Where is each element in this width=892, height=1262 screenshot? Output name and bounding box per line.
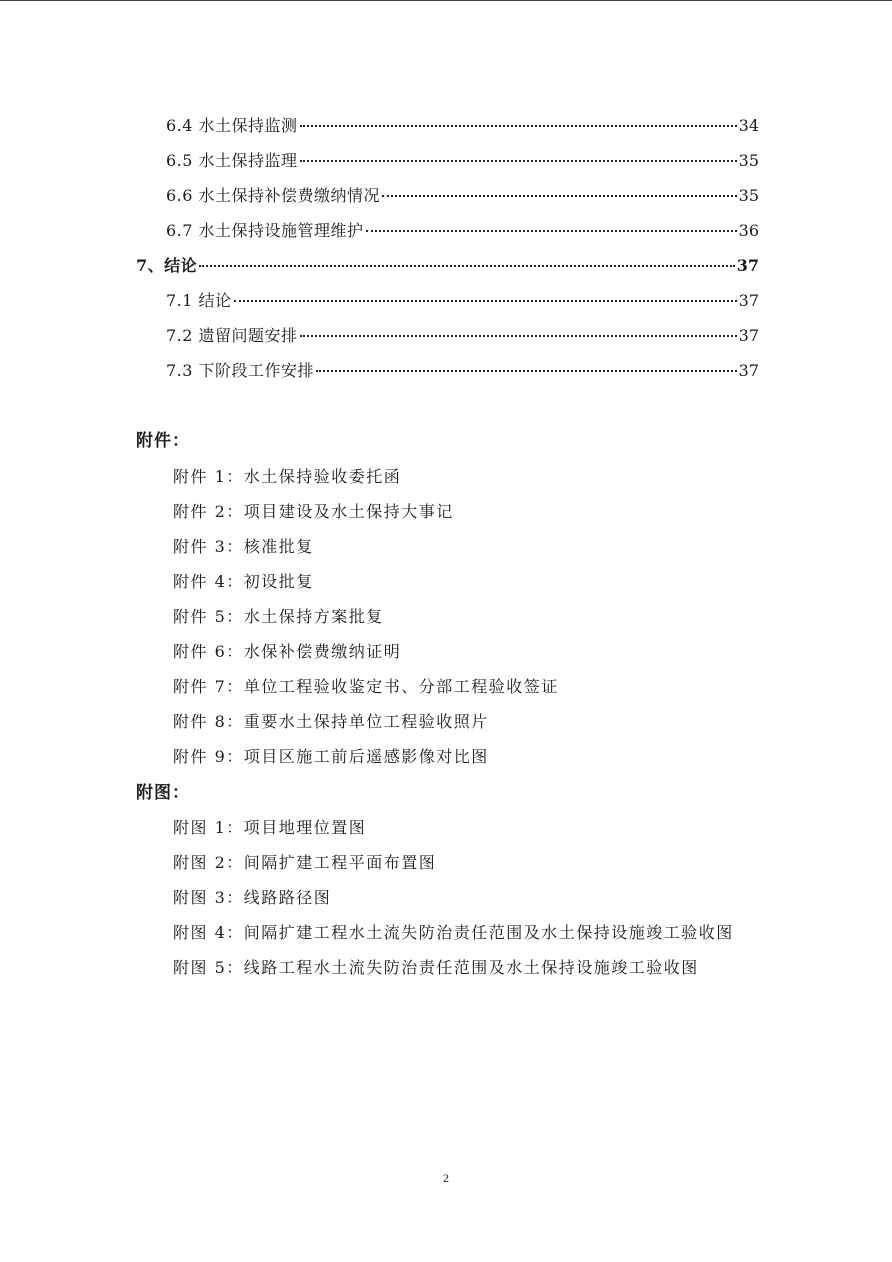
- toc-dot-leader: [316, 370, 737, 372]
- attachment-item: 附件 1：水土保持验收委托函: [173, 467, 402, 486]
- attachment-item: 附件 6：水保补偿费缴纳证明: [173, 642, 402, 661]
- toc-entry-label: 7.3 下阶段工作安排: [166, 361, 315, 380]
- toc-dot-leader: [382, 195, 737, 197]
- attachment-item: 附件 7：单位工程验收鉴定书、分部工程验收签证: [173, 677, 559, 696]
- toc-entry-label: 7、结论: [136, 256, 198, 275]
- toc-entry-6-6[interactable]: [166, 184, 759, 208]
- figure-item: 附图 3：线路路径图: [173, 888, 332, 907]
- toc-entry-7-1[interactable]: [166, 289, 759, 313]
- page-top-border: [0, 0, 892, 1]
- toc-entry-page: 37: [738, 291, 759, 310]
- toc-entry-page: 37: [736, 256, 759, 275]
- toc-dot-leader: [234, 300, 737, 302]
- figure-item: 附图 2：间隔扩建工程平面布置图: [173, 853, 437, 872]
- toc-dot-leader: [366, 230, 737, 232]
- attachments-heading: 附件：: [136, 431, 190, 451]
- attachment-item: 附件 3：核准批复: [173, 537, 314, 556]
- toc-entry-label: 7.1 结论: [166, 291, 232, 310]
- figure-item: 附图 5：线路工程水土流失防治责任范围及水土保持设施竣工验收图: [173, 958, 699, 977]
- attachment-item: 附件 5：水土保持方案批复: [173, 607, 384, 626]
- toc-dot-leader: [300, 160, 737, 162]
- attachment-item: 附件 2：项目建设及水土保持大事记: [173, 502, 454, 521]
- toc-dot-leader: [199, 265, 735, 267]
- toc-entry-label: 6.4 水土保持监测: [166, 116, 298, 135]
- toc-entry-label: 7.2 遗留问题安排: [166, 326, 298, 345]
- toc-entry-6-7[interactable]: [166, 219, 759, 243]
- figures-heading: 附图：: [136, 783, 190, 803]
- page-number: 2: [443, 1171, 449, 1185]
- attachment-item: 附件 4：初设批复: [173, 572, 314, 591]
- toc-dot-leader: [300, 125, 737, 127]
- toc-entry-page: 36: [738, 221, 759, 240]
- toc-entry-page: 35: [738, 186, 759, 205]
- toc-entry-page: 37: [738, 326, 759, 345]
- toc-entry-6-4[interactable]: [166, 114, 759, 138]
- attachment-item: 附件 8：重要水土保持单位工程验收照片: [173, 712, 489, 731]
- toc-entry-7[interactable]: [136, 254, 759, 278]
- toc-entry-label: 6.6 水土保持补偿费缴纳情况: [166, 186, 381, 205]
- toc-dot-leader: [300, 335, 737, 337]
- toc-entry-6-5[interactable]: [166, 149, 759, 173]
- toc-entry-7-3[interactable]: [166, 359, 759, 383]
- toc-entry-7-2[interactable]: [166, 324, 759, 348]
- attachment-item: 附件 9：项目区施工前后遥感影像对比图: [173, 747, 489, 766]
- toc-entry-page: 34: [738, 116, 759, 135]
- toc-entry-label: 6.7 水土保持设施管理维护: [166, 221, 364, 240]
- figure-item: 附图 4：间隔扩建工程水土流失防治责任范围及水土保持设施竣工验收图: [173, 923, 734, 942]
- figure-item: 附图 1：项目地理位置图: [173, 818, 367, 837]
- toc-entry-label: 6.5 水土保持监理: [166, 151, 298, 170]
- toc-entry-page: 35: [738, 151, 759, 170]
- toc-entry-page: 37: [738, 361, 759, 380]
